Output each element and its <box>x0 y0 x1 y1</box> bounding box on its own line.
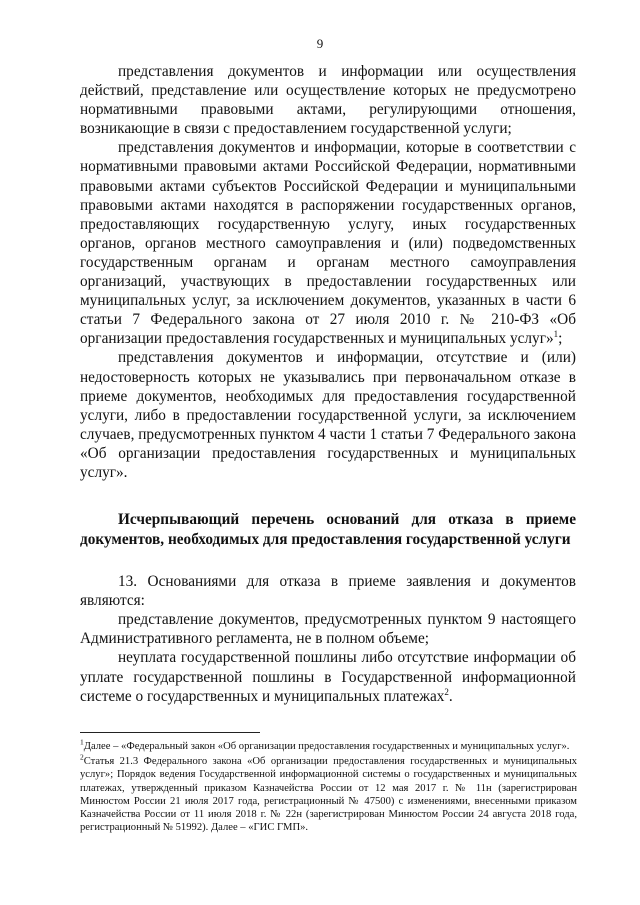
section-heading: Исчерпывающий перечень оснований для отказа в приеме документов, необходимых для предоставления государственной услуги <box>80 511 576 549</box>
body-text <box>80 62 576 706</box>
footnote-ref-2: 2 <box>444 686 449 697</box>
paragraph-2 <box>80 138 576 348</box>
footnote-separator <box>80 732 260 733</box>
paragraph-4: 13. Основаниями для отказа в приеме заявления и документов являются: <box>80 573 576 610</box>
footnote-2 <box>80 752 577 834</box>
paragraph-6 <box>80 648 576 705</box>
page-number: 9 <box>316 36 324 51</box>
footnote-2-text: Статья 21.3 Федерального закона «Об организации предоставления государственных и муниципальных услуг»; Порядок ведения Государственной информационной системы о государственных и муниципальных платежах, утвержденный приказом Казначейства России от 12 мая 2017 г. № 11н (зарегистрирован Минюстом России 21 июля 2017 года, регистрационный № 47500) с изменениями, внесенными приказом Казначейства России от 11 июля 2018 г. № 22н (зарегистрирован Минюстом России 24 августа 2018 года, регистрационный № 51992). Далее – «ГИС ГМП». <box>80 756 577 834</box>
paragraph-6-text: неуплата государственной пошлины либо отсутствие информации об уплате государственной пошлины в Государственной информационной системе о государственных и муниципальных платежах <box>80 649 576 705</box>
paragraph-2-end: ; <box>558 330 563 348</box>
footnote-2-mark: 2 <box>80 752 84 762</box>
paragraph-6-end: . <box>448 687 453 705</box>
footnote-1 <box>80 737 577 753</box>
paragraph-3: представления документов и информации, отсутствие и (или) недостоверность которых не указывались при первоначальном отказе в приеме документов, необходимых для предоставления государственной услуги, либо в предоставлении государственной услуги, за исключением случаев, предусмотренных пунктом 4 части 1 статьи 7 Федерального закона «Об организации предоставления государственных и муниципальных услуг». <box>80 349 576 481</box>
paragraph-1: представления документов и информации или осуществления действий, представление или осуществление которых не предусмотрено нормативными правовыми актами, регулирующими отношения, возникающие в связи с предоставлением государственной услуги; <box>80 63 576 138</box>
footnote-1-mark: 1 <box>80 737 84 747</box>
paragraph-2-text: представления документов и информации, которые в соответствии с нормативными правовыми актами Российской Федерации, нормативными правовыми актами субъектов Российской Федерации и муниципальными правовыми актами находятся в распоряжении государственных органов, предоставляющих государственную услугу, иных государственных органов, органов местного самоуправления и (или) подведомственных государственным органам и органам местного самоуправления организаций, участвующих в предоставлении государственных или муниципальных услуг, за исключением документов, указанных в части 6 статьи 7 Федерального закона от 27 июля 2010 г. № 210-ФЗ «Об организации предоставления государственных и муниципальных услуг» <box>80 139 576 348</box>
footnote-ref-1: 1 <box>553 329 559 340</box>
footnote-1-text: Далее – «Федеральный закон «Об организации предоставления государственных и муниципальных услуг». <box>83 741 570 752</box>
footnotes <box>80 737 577 836</box>
paragraph-5: представление документов, предусмотренных пунктом 9 настоящего Административного регламента, не в полном объеме; <box>80 611 576 648</box>
